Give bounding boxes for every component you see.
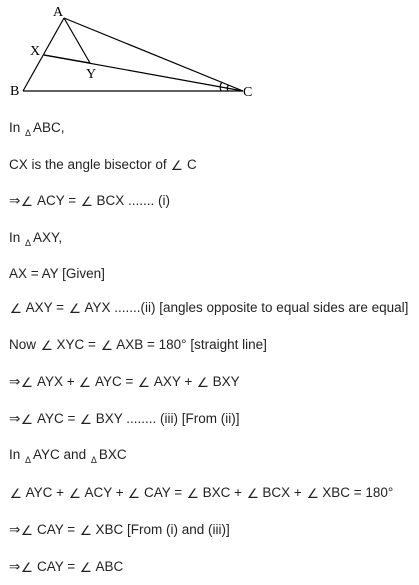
label-a: A: [53, 5, 64, 20]
text: XYC =: [56, 337, 100, 352]
proof-line-2: [9, 157, 197, 173]
text: ACY +: [84, 485, 128, 500]
segment-ay: [64, 18, 90, 63]
text: AXB = 180° [straight line]: [116, 337, 267, 352]
proof-line-4: [9, 230, 62, 247]
text: BCX +: [262, 485, 306, 500]
proof-line-10: [9, 447, 127, 464]
angle-symbol: ∠: [40, 338, 53, 353]
text: XBC [From (i) and (iii)]: [95, 522, 230, 537]
text: CX is the angle bisector of: [9, 157, 167, 172]
proof-line-9: [9, 411, 240, 427]
angle-symbol: ∠: [128, 486, 141, 501]
proof-line-1: [9, 120, 65, 137]
angle-symbol: ∠: [80, 194, 93, 209]
triangle-symbol: Δ: [25, 238, 32, 248]
angle-symbol: ∠: [171, 158, 184, 173]
text: In: [9, 230, 21, 245]
angle-symbol: ∠: [79, 523, 92, 538]
proof-line-7: [9, 337, 267, 353]
label-y: Y: [86, 67, 97, 82]
angle-symbol: ∠: [196, 375, 209, 390]
implies-symbol: ⇒: [9, 522, 21, 537]
text: In: [9, 120, 21, 135]
segment-xy: [44, 55, 90, 63]
text: AYX .......(ii) [angles opposite to equal sides are equal]: [84, 300, 409, 315]
label-b: B: [10, 84, 20, 99]
text: ABC: [95, 559, 124, 574]
text: AYC =: [36, 411, 80, 426]
text: XBC = 180°: [322, 485, 394, 500]
proof-line-11: [9, 485, 393, 501]
triangle-symbol: Δ: [90, 455, 97, 465]
proof-line-5: [9, 266, 105, 282]
triangle-symbol: Δ: [25, 128, 32, 138]
text: C: [187, 157, 197, 172]
implies-symbol: ⇒: [9, 559, 21, 574]
implies-symbol: ⇒: [9, 193, 21, 208]
proof-line-8: [9, 374, 240, 390]
angle-symbol: ∠: [68, 301, 81, 316]
proof-line-13: [9, 559, 123, 575]
text: BXY ........ (iii) [From (ii)]: [95, 411, 240, 426]
angle-symbol: ∠: [9, 301, 22, 316]
proof-line-6: [9, 300, 408, 316]
triangle-symbol: Δ: [25, 455, 32, 465]
angle-symbol: ∠: [21, 523, 34, 538]
label-c: C: [243, 85, 253, 100]
text: CAY =: [36, 559, 79, 574]
text: AYX +: [36, 374, 79, 389]
text: Now: [9, 337, 37, 352]
text: AXY,: [33, 230, 63, 245]
angle-symbol: ∠: [246, 486, 259, 501]
text: ACY =: [36, 193, 80, 208]
text: AX = AY [Given]: [9, 266, 105, 281]
implies-symbol: ⇒: [9, 374, 21, 389]
text: ABC,: [33, 120, 65, 135]
text: BXC +: [202, 485, 246, 500]
text: BCX ....... (i): [96, 193, 171, 208]
text: BXY: [212, 374, 240, 389]
angle-symbol: ∠: [100, 338, 113, 353]
proof-line-12: [9, 522, 230, 538]
angle-symbol: ∠: [79, 412, 93, 427]
text: BXC: [98, 447, 127, 462]
text: AXY =: [25, 300, 68, 315]
angle-symbol: ∠: [21, 375, 34, 390]
angle-symbol: ∠: [306, 486, 319, 501]
angle-symbol: ∠: [137, 375, 151, 390]
text: In: [9, 447, 21, 462]
angle-symbol: ∠: [21, 412, 34, 427]
angle-symbol: ∠: [21, 194, 34, 209]
text: AXY +: [153, 374, 196, 389]
text: AYC and: [33, 447, 87, 462]
angle-symbol: ∠: [68, 486, 81, 501]
angle-symbol: ∠: [9, 486, 22, 501]
proof-line-3: [9, 193, 170, 209]
text: CAY =: [36, 522, 79, 537]
triangle-figure: [0, 0, 270, 105]
angle-symbol: ∠: [21, 560, 34, 575]
angle-symbol: ∠: [79, 375, 92, 390]
label-x: X: [30, 44, 41, 59]
implies-symbol: ⇒: [9, 411, 21, 426]
text: AYC =: [95, 374, 138, 389]
text: CAY =: [144, 485, 186, 500]
angle-symbol: ∠: [186, 486, 199, 501]
angle-symbol: ∠: [79, 560, 92, 575]
text: AYC +: [25, 485, 68, 500]
